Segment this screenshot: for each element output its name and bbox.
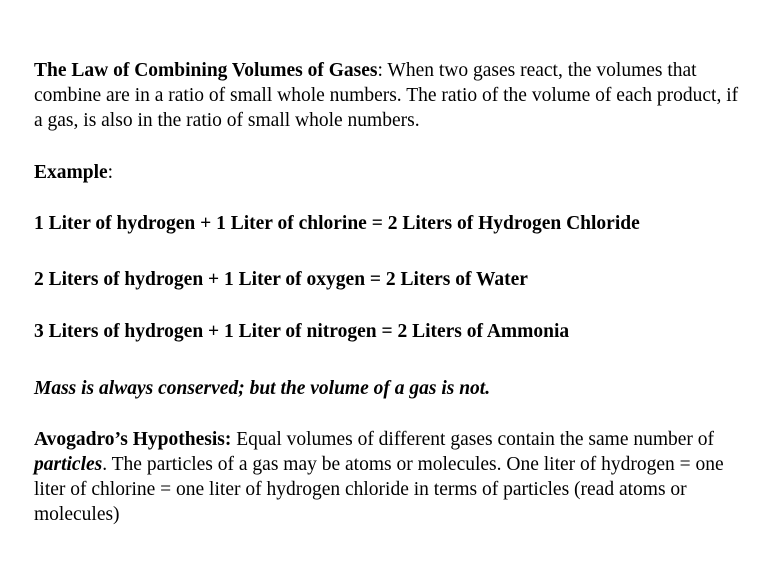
- avogadro-text-before: Equal volumes of different gases contain the same number of: [231, 429, 715, 450]
- law-title: The Law of Combining Volumes of Gases: [34, 60, 378, 81]
- mass-conservation-statement: Mass is always conserved; but the volume of a gas is not.: [34, 378, 491, 399]
- law-of-combining-volumes-paragraph: [34, 58, 744, 133]
- avogadro-text-after: . The particles of a gas may be atoms or molecules. One liter of hydrogen = one liter of chlorine = one liter of hydrogen chloride in terms of particles (read atoms or molecules): [34, 454, 724, 525]
- avogadro-emphasis-particles: particles: [34, 454, 103, 475]
- example-heading: [34, 160, 113, 185]
- avogadro-hypothesis-paragraph: [34, 427, 744, 527]
- example-colon: :: [107, 162, 114, 183]
- law-text: When two gases react, the volumes that combine are in a ratio of small whole numbers. The ratio of the volume of each product, if a gas, is also in the ratio of small whole numbers.: [34, 60, 739, 131]
- equation-ammonia: 3 Liters of hydrogen + 1 Liter of nitrogen = 2 Liters of Ammonia: [34, 321, 570, 342]
- equation-water: 2 Liters of hydrogen + 1 Liter of oxygen = 2 Liters of Water: [34, 269, 528, 290]
- avogadro-title: Avogadro’s Hypothesis:: [34, 429, 232, 450]
- law-colon: :: [377, 60, 383, 81]
- example-label: Example: [34, 162, 108, 183]
- equation-hydrogen-chloride: 1 Liter of hydrogen + 1 Liter of chlorine = 2 Liters of Hydrogen Chloride: [34, 213, 640, 234]
